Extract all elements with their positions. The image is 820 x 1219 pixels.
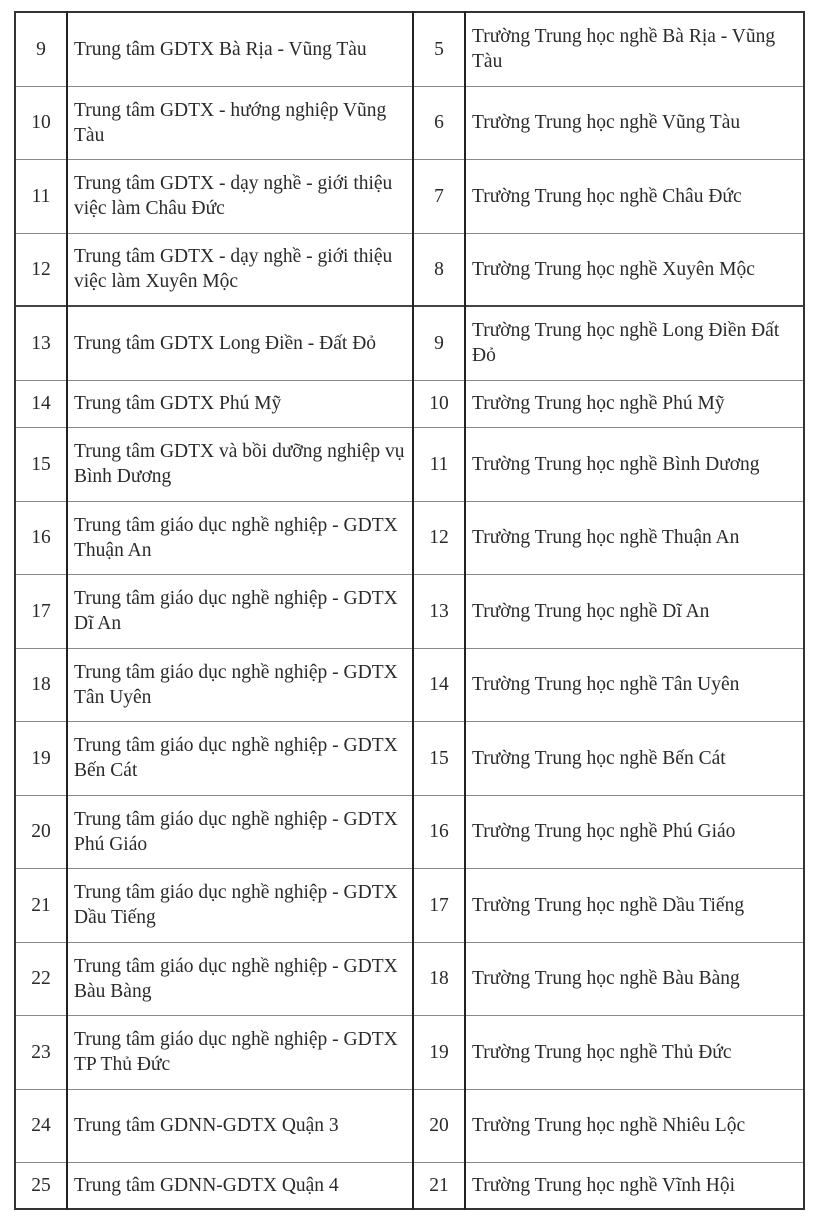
school-number: 7 bbox=[413, 159, 465, 233]
center-name: Trung tâm giáo dục nghề nghiệp - GDTX Tân Uyên bbox=[67, 648, 413, 721]
table-row bbox=[15, 942, 804, 1015]
center-name: Trung tâm GDTX và bồi dưỡng nghiệp vụ Bình Dương bbox=[67, 427, 413, 501]
center-number: 22 bbox=[15, 942, 67, 1015]
center-name: Trung tâm giáo dục nghề nghiệp - GDTX Thuận An bbox=[67, 501, 413, 574]
center-name: Trung tâm giáo dục nghề nghiệp - GDTX Phú Giáo bbox=[67, 795, 413, 868]
center-name: Trung tâm GDTX Phú Mỹ bbox=[67, 380, 413, 427]
center-number: 18 bbox=[15, 648, 67, 721]
table-row bbox=[15, 306, 804, 380]
school-name: Trường Trung học nghề Thuận An bbox=[465, 501, 804, 574]
school-name: Trường Trung học nghề Tân Uyên bbox=[465, 648, 804, 721]
table-row bbox=[15, 380, 804, 427]
school-name: Trường Trung học nghề Vĩnh Hội bbox=[465, 1162, 804, 1209]
table-row bbox=[15, 1089, 804, 1162]
school-name: Trường Trung học nghề Bàu Bàng bbox=[465, 942, 804, 1015]
school-number: 15 bbox=[413, 721, 465, 795]
school-name: Trường Trung học nghề Phú Mỹ bbox=[465, 380, 804, 427]
school-number: 5 bbox=[413, 12, 465, 86]
center-name: Trung tâm GDNN-GDTX Quận 3 bbox=[67, 1089, 413, 1162]
school-number: 19 bbox=[413, 1015, 465, 1089]
center-number: 10 bbox=[15, 86, 67, 159]
school-name: Trường Trung học nghề Thủ Đức bbox=[465, 1015, 804, 1089]
center-name: Trung tâm GDTX - dạy nghề - giới thiệu việc làm Châu Đức bbox=[67, 159, 413, 233]
table-row bbox=[15, 233, 804, 306]
center-number: 9 bbox=[15, 12, 67, 86]
table-row bbox=[15, 648, 804, 721]
school-number: 17 bbox=[413, 868, 465, 942]
school-number: 11 bbox=[413, 427, 465, 501]
table-row bbox=[15, 12, 804, 86]
center-number: 25 bbox=[15, 1162, 67, 1209]
school-name: Trường Trung học nghề Bến Cát bbox=[465, 721, 804, 795]
center-name: Trung tâm GDTX Bà Rịa - Vũng Tàu bbox=[67, 12, 413, 86]
center-number: 13 bbox=[15, 306, 67, 380]
school-number: 18 bbox=[413, 942, 465, 1015]
center-number: 12 bbox=[15, 233, 67, 306]
table-row bbox=[15, 501, 804, 574]
school-number: 6 bbox=[413, 86, 465, 159]
school-number: 14 bbox=[413, 648, 465, 721]
school-number: 13 bbox=[413, 574, 465, 648]
table-row bbox=[15, 1015, 804, 1089]
table-row bbox=[15, 159, 804, 233]
school-name: Trường Trung học nghề Nhiêu Lộc bbox=[465, 1089, 804, 1162]
school-name: Trường Trung học nghề Dầu Tiếng bbox=[465, 868, 804, 942]
school-number: 8 bbox=[413, 233, 465, 306]
table-body bbox=[15, 12, 804, 1209]
table-row bbox=[15, 868, 804, 942]
school-number: 10 bbox=[413, 380, 465, 427]
school-name: Trường Trung học nghề Xuyên Mộc bbox=[465, 233, 804, 306]
school-number: 16 bbox=[413, 795, 465, 868]
center-number: 23 bbox=[15, 1015, 67, 1089]
center-number: 21 bbox=[15, 868, 67, 942]
center-name: Trung tâm giáo dục nghề nghiệp - GDTX Bến Cát bbox=[67, 721, 413, 795]
school-number: 12 bbox=[413, 501, 465, 574]
center-number: 11 bbox=[15, 159, 67, 233]
center-name: Trung tâm giáo dục nghề nghiệp - GDTX Dĩ An bbox=[67, 574, 413, 648]
table-row bbox=[15, 721, 804, 795]
center-number: 16 bbox=[15, 501, 67, 574]
center-number: 19 bbox=[15, 721, 67, 795]
center-number: 20 bbox=[15, 795, 67, 868]
center-name: Trung tâm giáo dục nghề nghiệp - GDTX Bàu Bàng bbox=[67, 942, 413, 1015]
center-number: 24 bbox=[15, 1089, 67, 1162]
school-name: Trường Trung học nghề Châu Đức bbox=[465, 159, 804, 233]
center-name: Trung tâm giáo dục nghề nghiệp - GDTX Dầu Tiếng bbox=[67, 868, 413, 942]
table-row bbox=[15, 795, 804, 868]
school-number: 9 bbox=[413, 306, 465, 380]
school-name: Trường Trung học nghề Phú Giáo bbox=[465, 795, 804, 868]
center-number: 17 bbox=[15, 574, 67, 648]
center-number: 15 bbox=[15, 427, 67, 501]
school-name: Trường Trung học nghề Bà Rịa - Vũng Tàu bbox=[465, 12, 804, 86]
school-name: Trường Trung học nghề Bình Dương bbox=[465, 427, 804, 501]
center-name: Trung tâm GDNN-GDTX Quận 4 bbox=[67, 1162, 413, 1209]
school-name: Trường Trung học nghề Dĩ An bbox=[465, 574, 804, 648]
school-name: Trường Trung học nghề Long Điền Đất Đỏ bbox=[465, 306, 804, 380]
institution-mapping-table bbox=[14, 11, 805, 1210]
center-name: Trung tâm giáo dục nghề nghiệp - GDTX TP Thủ Đức bbox=[67, 1015, 413, 1089]
table-row bbox=[15, 1162, 804, 1209]
school-number: 20 bbox=[413, 1089, 465, 1162]
school-name: Trường Trung học nghề Vũng Tàu bbox=[465, 86, 804, 159]
center-name: Trung tâm GDTX - dạy nghề - giới thiệu việc làm Xuyên Mộc bbox=[67, 233, 413, 306]
center-name: Trung tâm GDTX Long Điền - Đất Đỏ bbox=[67, 306, 413, 380]
center-name: Trung tâm GDTX - hướng nghiệp Vũng Tàu bbox=[67, 86, 413, 159]
table-row bbox=[15, 86, 804, 159]
center-number: 14 bbox=[15, 380, 67, 427]
school-number: 21 bbox=[413, 1162, 465, 1209]
table-row bbox=[15, 574, 804, 648]
table-row bbox=[15, 427, 804, 501]
